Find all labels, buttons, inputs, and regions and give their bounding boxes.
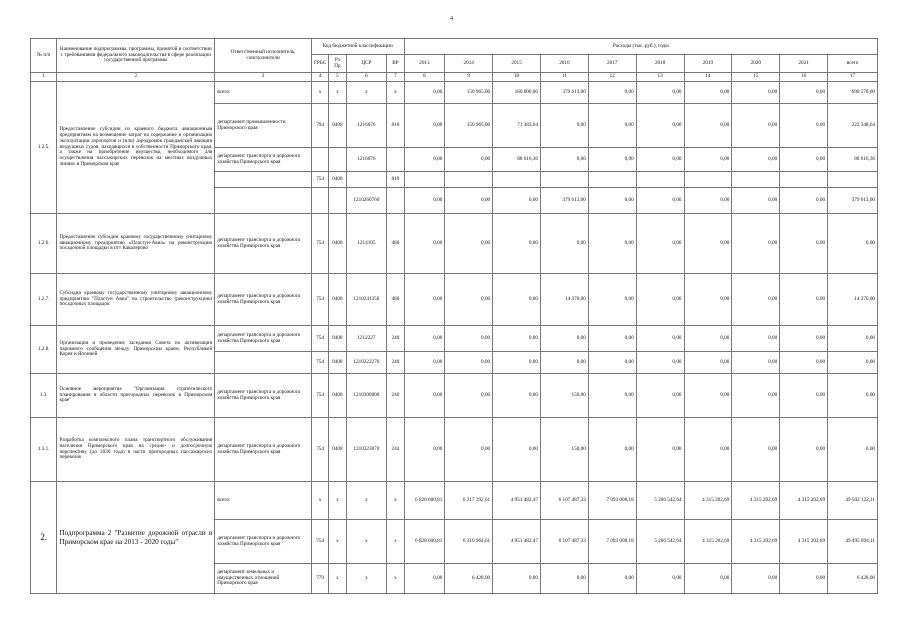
item-name: Субсидии краевому государственному унитарному авиационному предприятию "Пластун Авиа" на строительство (реконструкцию) посадочных площадок [57, 274, 215, 326]
header-vr: ВР [387, 55, 404, 73]
csr-code: 1210260760 [346, 188, 387, 214]
year-value: 6 107 487,33 [540, 520, 588, 564]
year-value: 0,00 [684, 352, 732, 374]
item-number: 2. [31, 482, 57, 594]
year-value: 0,00 [588, 214, 636, 274]
rzpr-code: x [329, 520, 346, 564]
page-number: 4 [450, 16, 453, 22]
column-number: 10 [493, 73, 541, 82]
table-row [31, 214, 878, 274]
total-value [828, 172, 878, 188]
header-rzpr: Рз Пр [329, 55, 346, 73]
year-value: 0,00 [684, 564, 732, 594]
csr-code: 1210222270 [346, 352, 387, 374]
total-value: 14 370,00 [828, 274, 878, 326]
item-number: 1.2.8. [31, 326, 57, 374]
year-value: 14 370,00 [540, 274, 588, 326]
vr-code: 244 [387, 418, 404, 482]
total-value: 88 616,36 [828, 148, 878, 172]
csr-code: 1214105 [346, 214, 387, 274]
total-value: 690 578,00 [828, 82, 878, 104]
executor: департамент транспорта и дорожного хозяйства Приморского края [215, 214, 312, 274]
year-value: 0,00 [540, 352, 588, 374]
rzpr-code [329, 148, 346, 172]
executor [215, 352, 312, 374]
year-value: 6 317 392,61 [445, 482, 493, 520]
year-value: 0,00 [404, 326, 445, 352]
column-number: 9 [445, 73, 493, 82]
executor: департамент транспорта и дорожного хозяйства Приморского края [215, 274, 312, 326]
year-value: 0,00 [684, 188, 732, 214]
year-value: 0,00 [780, 188, 828, 214]
vr-code: 460 [387, 274, 404, 326]
table-row [31, 82, 878, 104]
year-value: 4 951 482,47 [493, 482, 541, 520]
year-value: 4 315 202,69 [732, 520, 780, 564]
year-value: 150 965,00 [445, 82, 493, 104]
column-number: 2 [57, 73, 215, 82]
year-value: 0,00 [636, 82, 684, 104]
table-row [31, 482, 878, 520]
year-value: 0,00 [636, 104, 684, 148]
header-year: 2020 [732, 55, 780, 73]
grbs-code: x [311, 82, 328, 104]
executor: департамент транспорта и дорожного хозяйства Приморского края [215, 326, 312, 352]
year-value: 7 093 008,18 [588, 520, 636, 564]
column-number-row [31, 73, 878, 82]
year-value: 0,00 [588, 104, 636, 148]
year-value: 0,00 [636, 274, 684, 326]
year-value: 0,00 [404, 148, 445, 172]
year-value: 0,00 [588, 374, 636, 418]
year-value: 5 266 542,64 [636, 482, 684, 520]
header-year: 2016 [540, 55, 588, 73]
csr-code: x [346, 520, 387, 564]
year-value: 0,00 [404, 352, 445, 374]
year-value [684, 172, 732, 188]
executor [215, 188, 312, 214]
executor: департамент транспорта и дорожного хозяйства Приморского края [215, 418, 312, 482]
year-value: 5 266 542,64 [636, 520, 684, 564]
item-name: Подпрограмма 2 "Развитие дорожной отрасли в Приморском крае на 2013 - 2020 годы" [57, 482, 215, 594]
year-value: 0,00 [540, 564, 588, 594]
year-value: 0,00 [404, 188, 445, 214]
year-value: 0,00 [588, 188, 636, 214]
grbs-code: 754 [311, 374, 328, 418]
rzpr-code: 0408 [329, 172, 346, 188]
year-value: 0,00 [732, 326, 780, 352]
header-total: всего [828, 55, 878, 73]
year-value [445, 172, 493, 188]
grbs-code: x [311, 482, 328, 520]
year-value [588, 172, 636, 188]
year-value: 0,00 [780, 82, 828, 104]
total-value: 379 613,00 [828, 188, 878, 214]
year-value: 0,00 [732, 214, 780, 274]
year-value: 0,00 [404, 82, 445, 104]
year-value: 0,00 [636, 564, 684, 594]
vr-code [387, 148, 404, 172]
year-value: 4 315 202,69 [684, 520, 732, 564]
year-value: 0,00 [732, 374, 780, 418]
item-name: Основное мероприятие "Организация стратегического планирования в области пригородных перевозок в Приморском крае" [57, 374, 215, 418]
rzpr-code: 0408 [329, 214, 346, 274]
year-value: 0,00 [780, 564, 828, 594]
year-value: 0,00 [732, 188, 780, 214]
grbs-code: 754 [311, 214, 328, 274]
year-value: 0,00 [780, 148, 828, 172]
year-value: 6 310 964,61 [445, 520, 493, 564]
year-value: 0,00 [732, 82, 780, 104]
grbs-code [311, 148, 328, 172]
year-value: 0,00 [404, 418, 445, 482]
year-value: 0,00 [445, 214, 493, 274]
year-value: 150,00 [540, 418, 588, 482]
item-name: Предоставление субсидии краевому государственному унитарному авиационному предприятию «Пластун-Авиа» на реконструкцию посадочной площадки в пгт Кавалерово [57, 214, 215, 274]
csr-code: 1216076 [346, 148, 387, 172]
year-value: 0,00 [588, 274, 636, 326]
vr-code: x [387, 564, 404, 594]
year-value: 71 383,64 [493, 104, 541, 148]
year-value: 0,00 [493, 274, 541, 326]
rzpr-code: 0408 [329, 104, 346, 148]
total-value: 0,00 [828, 214, 878, 274]
header-year: 2014 [445, 55, 493, 73]
year-value: 0,00 [493, 418, 541, 482]
year-value: 0,00 [780, 352, 828, 374]
header-year: 2013 [404, 55, 445, 73]
table-row [31, 418, 878, 482]
executor: департамент транспорта и дорожного хозяйства Приморского края [215, 374, 312, 418]
year-value: 0,00 [636, 326, 684, 352]
year-value: 6 428,00 [445, 564, 493, 594]
column-number: 1 [31, 73, 57, 82]
rzpr-code: x [329, 82, 346, 104]
executor: всего: [215, 82, 312, 104]
header-year: 2015 [493, 55, 541, 73]
column-number: 3 [215, 73, 312, 82]
vr-code: 240 [387, 352, 404, 374]
total-value: 0,00 [828, 352, 878, 374]
grbs-code: 754 [311, 352, 328, 374]
year-value: 0,00 [493, 326, 541, 352]
executor [215, 172, 312, 188]
csr-code: 1210323070 [346, 418, 387, 482]
year-value: 0,00 [588, 352, 636, 374]
rzpr-code: 0408 [329, 352, 346, 374]
year-value [780, 172, 828, 188]
year-value: 0,00 [493, 188, 541, 214]
year-value: 4 315 202,69 [732, 482, 780, 520]
header-year: 2021 [780, 55, 828, 73]
year-value: 0,00 [732, 352, 780, 374]
item-name: Организация и проведение заседания Совета по активизации паромного сообщения между Приморским краем, Республикой Корея и Японией [57, 326, 215, 374]
csr-code: 1210241350 [346, 274, 387, 326]
year-value: 0,00 [588, 326, 636, 352]
header-year: 2017 [588, 55, 636, 73]
executor: департамент транспорта и дорожного хозяйства Приморского края [215, 148, 312, 172]
rzpr-code: 0408 [329, 274, 346, 326]
rzpr-code [329, 188, 346, 214]
year-value [636, 172, 684, 188]
year-value: 0,00 [732, 418, 780, 482]
year-value: 0,00 [684, 326, 732, 352]
year-value: 6 107 487,33 [540, 482, 588, 520]
grbs-code: 754 [311, 172, 328, 188]
year-value: 6 820 600,81 [404, 520, 445, 564]
item-number: 1.2.7. [31, 274, 57, 326]
header-expenses-group: Расходы (тыс. руб.), годы [404, 39, 877, 55]
item-number: 1.3.1. [31, 418, 57, 482]
year-value: 379 613,00 [540, 82, 588, 104]
total-value: 6 428,00 [828, 564, 878, 594]
year-value: 0,00 [636, 418, 684, 482]
year-value: 0,00 [445, 418, 493, 482]
year-value [404, 172, 445, 188]
year-value [540, 172, 588, 188]
grbs-code: 754 [311, 418, 328, 482]
table-body [31, 82, 878, 594]
year-value: 0,00 [780, 104, 828, 148]
year-value [493, 172, 541, 188]
rzpr-code: 0408 [329, 374, 346, 418]
header-executor: Ответственный исполнитель, соисполнители [215, 39, 312, 73]
table-row [31, 326, 878, 352]
rzpr-code: 0408 [329, 418, 346, 482]
year-value: 0,00 [780, 374, 828, 418]
year-value: 0,00 [540, 214, 588, 274]
vr-code: 810 [387, 172, 404, 188]
year-value: 0,00 [445, 352, 493, 374]
year-value: 0,00 [404, 104, 445, 148]
executor: департамент транспорта и дорожного хозяйства Приморского края [215, 520, 312, 564]
header-name: Наименование подпрограммы, программы, принятой в соответствии с требованиями федерального законодательства в сфере реализации государственной программы [57, 39, 215, 73]
expenses-table [30, 38, 878, 594]
grbs-code: 754 [311, 520, 328, 564]
year-value: 150 965,00 [445, 104, 493, 148]
column-number: 11 [540, 73, 588, 82]
year-value: 0,00 [684, 214, 732, 274]
column-number: 15 [732, 73, 780, 82]
column-number: 14 [684, 73, 732, 82]
year-value: 0,00 [732, 104, 780, 148]
csr-code: x [346, 82, 387, 104]
item-name: Разработка комплексного плана транспортного обслуживания населения Приморского края на средне- и долгосрочную перспективу (до 2030 года) в части пригородных пассажирских перевозок [57, 418, 215, 482]
year-value: 0,00 [493, 564, 541, 594]
year-value: 0,00 [540, 148, 588, 172]
item-number: 1.2.5. [31, 82, 57, 214]
grbs-code: 754 [311, 326, 328, 352]
csr-code [346, 172, 387, 188]
vr-code: 460 [387, 214, 404, 274]
executor: всего: [215, 482, 312, 520]
year-value: 0,00 [684, 104, 732, 148]
total-value: 49 495 694,11 [828, 520, 878, 564]
grbs-code: 754 [311, 274, 328, 326]
year-value: 4 951 482,47 [493, 520, 541, 564]
header-num: № п/п [31, 39, 57, 73]
header-grbs: ГРБС [311, 55, 328, 73]
total-value: 0,00 [828, 418, 878, 482]
csr-code: x [346, 564, 387, 594]
year-value: 0,00 [404, 274, 445, 326]
total-value: 0,00 [828, 374, 878, 418]
year-value: 0,00 [445, 326, 493, 352]
year-value: 0,00 [684, 274, 732, 326]
year-value: 379 613,00 [540, 188, 588, 214]
year-value: 150,00 [540, 374, 588, 418]
rzpr-code: 0408 [329, 326, 346, 352]
csr-code: 1212227 [346, 326, 387, 352]
year-value: 6 820 600,81 [404, 482, 445, 520]
executor: департамент земельных и имущественных отношений Приморского края [215, 564, 312, 594]
vr-code [387, 188, 404, 214]
year-value: 0,00 [636, 188, 684, 214]
vr-code: x [387, 482, 404, 520]
year-value: 0,00 [445, 274, 493, 326]
header-year: 2018 [636, 55, 684, 73]
year-value: 0,00 [636, 148, 684, 172]
year-value: 0,00 [684, 82, 732, 104]
year-value: 0,00 [404, 564, 445, 594]
vr-code: 240 [387, 374, 404, 418]
year-value: 0,00 [732, 274, 780, 326]
year-value: 0,00 [588, 82, 636, 104]
vr-code: x [387, 520, 404, 564]
item-number: 1.3. [31, 374, 57, 418]
rzpr-code: x [329, 564, 346, 594]
year-value: 0,00 [588, 564, 636, 594]
grbs-code: 779 [311, 564, 328, 594]
column-number: 7 [387, 73, 404, 82]
year-value: 0,00 [445, 148, 493, 172]
year-value: 0,00 [588, 418, 636, 482]
year-value: 0,00 [493, 214, 541, 274]
total-value: 0,00 [828, 326, 878, 352]
year-value: 160 000,00 [493, 82, 541, 104]
year-value: 0,00 [404, 214, 445, 274]
year-value: 0,00 [780, 418, 828, 482]
header-code-group: Код бюджетной классификации [311, 39, 404, 55]
year-value: 0,00 [732, 564, 780, 594]
year-value: 88 616,36 [493, 148, 541, 172]
total-value: 49 502 122,11 [828, 482, 878, 520]
item-name: Предоставление субсидии из краевого бюджета авиационным предприятиям на возмещение затрат на содержание и организацию эксплуатации аэропортов и (или) аэродромов гражданской авиации воздушных судов, находящихся в собственности Приморского края, а также на приобретение имущества, необходимого для осуществления пассажирских перевозок на местных воздушных линиях в Приморском крае [57, 82, 215, 214]
year-value: 0,00 [445, 374, 493, 418]
year-value [732, 172, 780, 188]
column-number: 13 [636, 73, 684, 82]
header-csr: ЦСР [346, 55, 387, 73]
table-row [31, 374, 878, 418]
csr-code: 1216076 [346, 104, 387, 148]
total-value: 222 348,64 [828, 104, 878, 148]
year-value: 4 315 202,69 [780, 482, 828, 520]
year-value: 0,00 [493, 374, 541, 418]
year-value: 0,00 [540, 326, 588, 352]
vr-code: 810 [387, 104, 404, 148]
column-number: 16 [780, 73, 828, 82]
year-value: 0,00 [636, 352, 684, 374]
header-year: 2019 [684, 55, 732, 73]
year-value: 0,00 [684, 148, 732, 172]
year-value: 4 315 202,69 [780, 520, 828, 564]
year-value: 0,00 [445, 188, 493, 214]
item-number: 1.2.6. [31, 214, 57, 274]
year-value: 0,00 [404, 374, 445, 418]
year-value: 0,00 [732, 148, 780, 172]
year-value: 0,00 [540, 104, 588, 148]
executor: департамент промышленности Приморского края [215, 104, 312, 148]
column-number: 17 [828, 73, 878, 82]
year-value: 0,00 [493, 352, 541, 374]
year-value: 0,00 [588, 148, 636, 172]
column-number: 12 [588, 73, 636, 82]
year-value: 7 093 008,18 [588, 482, 636, 520]
column-number: 4 [311, 73, 328, 82]
csr-code: 1210300000 [346, 374, 387, 418]
table-header [31, 39, 878, 82]
year-value: 0,00 [684, 374, 732, 418]
year-value: 4 315 202,69 [684, 482, 732, 520]
year-value: 0,00 [780, 326, 828, 352]
column-number: 6 [346, 73, 387, 82]
vr-code: 240 [387, 326, 404, 352]
column-number: 8 [404, 73, 445, 82]
year-value: 0,00 [684, 418, 732, 482]
rzpr-code: x [329, 482, 346, 520]
year-value: 0,00 [780, 214, 828, 274]
column-number: 5 [329, 73, 346, 82]
table-row [31, 274, 878, 326]
grbs-code: 794 [311, 104, 328, 148]
csr-code: x [346, 482, 387, 520]
year-value: 0,00 [636, 374, 684, 418]
grbs-code [311, 188, 328, 214]
year-value: 0,00 [780, 274, 828, 326]
vr-code: x [387, 82, 404, 104]
year-value: 0,00 [636, 214, 684, 274]
